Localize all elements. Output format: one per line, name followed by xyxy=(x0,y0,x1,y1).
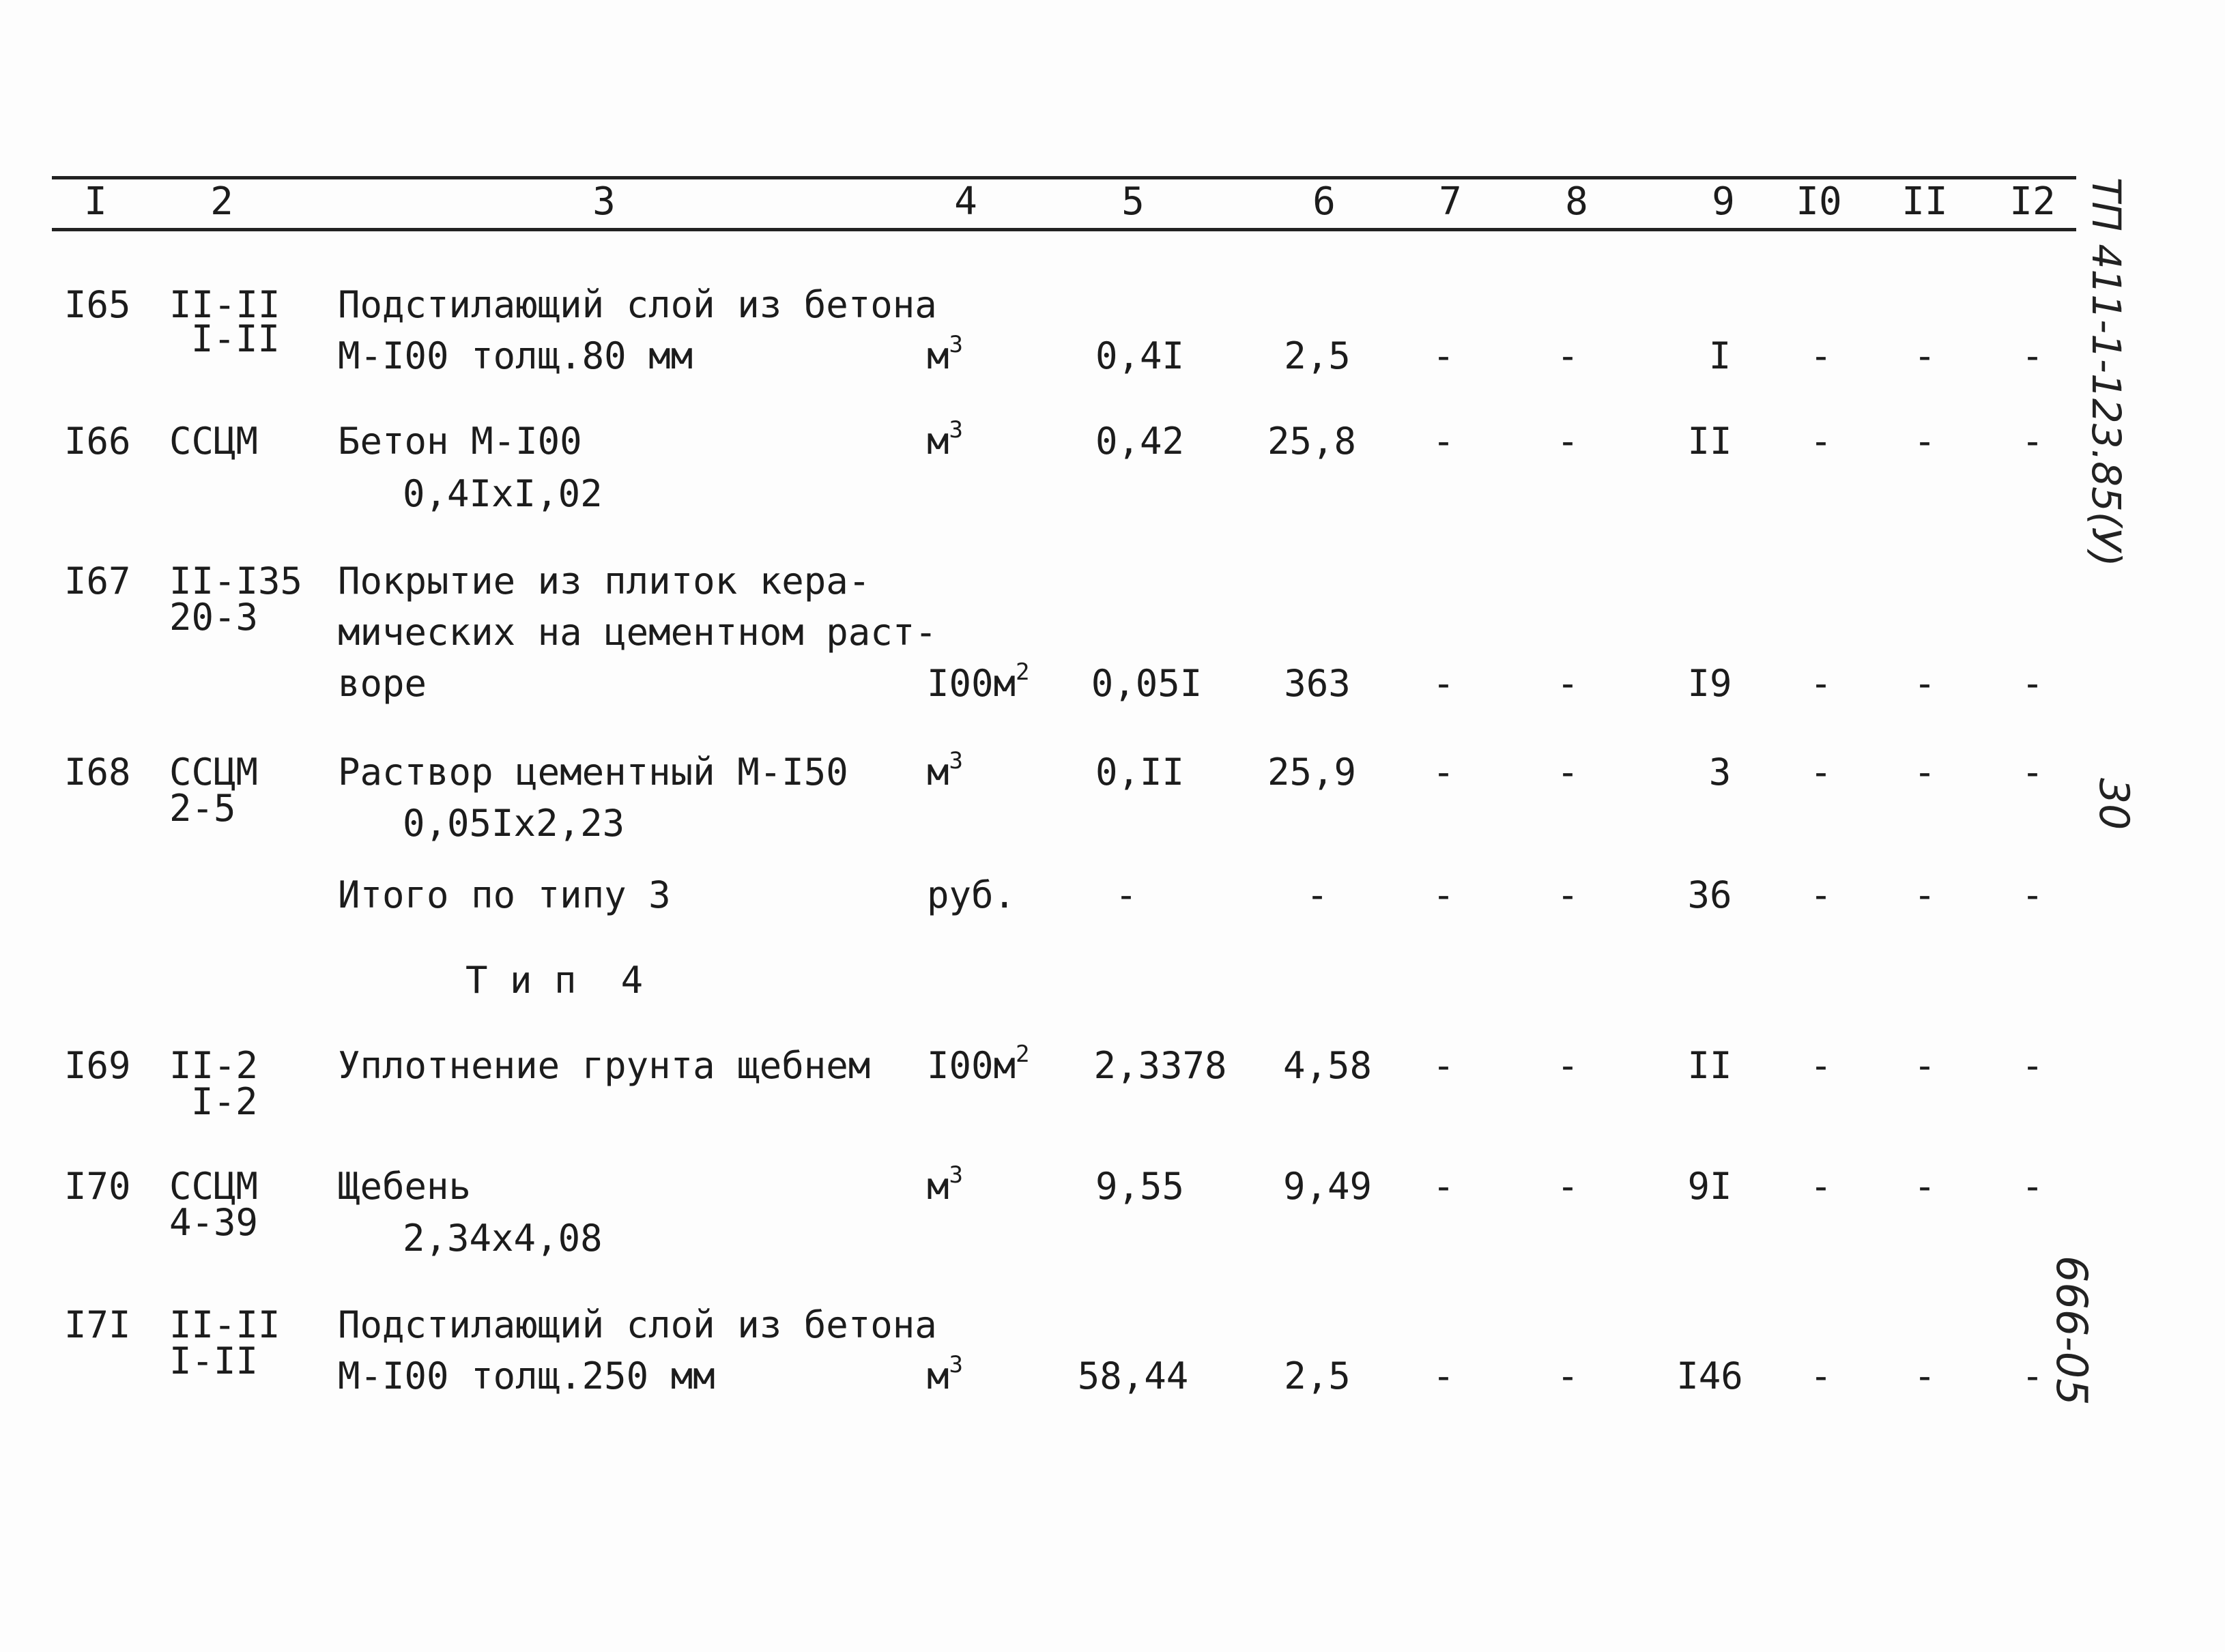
row-col-8: - xyxy=(1556,751,1579,794)
row-col-9: I xyxy=(1708,334,1732,377)
row-code-line-1: II-I35 xyxy=(169,560,303,603)
row-description-line-2: М-I00 толщ.250 мм xyxy=(338,1354,715,1397)
row-description-line-2: мических на цементном раст- xyxy=(338,611,937,654)
row-col-5: 0,4I xyxy=(1095,334,1185,377)
header-col-7: 7 xyxy=(1439,179,1462,224)
header-col-9: 9 xyxy=(1712,179,1735,224)
row-col-8: - xyxy=(1556,662,1579,705)
row-unit: $м^3$ xyxy=(927,1161,963,1208)
header-col-8: 8 xyxy=(1565,179,1588,224)
row-code-line-2: 2-5 xyxy=(169,787,236,830)
row-description-line-1: Раствор цементный М-I50 xyxy=(338,751,848,794)
row-number: I65 xyxy=(64,283,131,326)
row-description-line-2: 0,4IxI,02 xyxy=(403,472,603,515)
total-col-5: - xyxy=(1115,873,1138,916)
row-code-line-1: II-2 xyxy=(169,1044,259,1087)
row-col-9: I46 xyxy=(1676,1354,1743,1397)
total-col-10: - xyxy=(1809,873,1833,916)
row-col-12: - xyxy=(2021,334,2044,377)
row-description-line-1: Подстилающий слой из бетона xyxy=(338,283,937,326)
row-col-9: 3 xyxy=(1708,751,1732,794)
row-col-6: 363 xyxy=(1284,662,1351,705)
row-col-11: - xyxy=(1913,1165,1936,1208)
row-unit: $м^3$ xyxy=(927,747,963,794)
row-col-10: - xyxy=(1809,1044,1833,1087)
total-col-6: - xyxy=(1306,873,1329,916)
row-code-line-1: ССЦМ xyxy=(169,1165,259,1208)
total-col-9: 36 xyxy=(1687,873,1732,916)
row-col-9: II xyxy=(1687,420,1732,463)
section-heading-type-4: Т и п 4 xyxy=(465,959,644,1002)
row-col-12: - xyxy=(2021,751,2044,794)
header-col-2: 2 xyxy=(210,179,233,224)
row-col-8: - xyxy=(1556,420,1579,463)
header-col-3: 3 xyxy=(592,179,616,224)
header-col-12: I2 xyxy=(2009,179,2056,224)
row-col-10: - xyxy=(1809,662,1833,705)
row-code-line-1: II-II xyxy=(169,283,281,326)
row-col-5: 0,42 xyxy=(1095,420,1185,463)
header-col-10: I0 xyxy=(1796,179,1842,224)
row-col-7: - xyxy=(1432,334,1455,377)
total-col-8: - xyxy=(1556,873,1579,916)
row-col-8: - xyxy=(1556,1044,1579,1087)
row-col-11: - xyxy=(1913,420,1936,463)
header-col-5: 5 xyxy=(1121,179,1145,224)
total-col-12: - xyxy=(2021,873,2044,916)
row-col-8: - xyxy=(1556,1165,1579,1208)
row-col-9: 9I xyxy=(1687,1165,1732,1208)
row-unit: $I00м^2$ xyxy=(927,1041,1030,1087)
row-number: I67 xyxy=(64,560,131,603)
row-col-6: 25,9 xyxy=(1267,751,1357,794)
row-col-10: - xyxy=(1809,751,1833,794)
row-col-12: - xyxy=(2021,1044,2044,1087)
document-code-margin: ТП 411-1-123.85(У) xyxy=(2083,177,2129,567)
total-col-7: - xyxy=(1432,873,1455,916)
total-unit: руб. xyxy=(927,873,1016,916)
row-col-10: - xyxy=(1809,1165,1833,1208)
row-description-line-1: Бетон М-I00 xyxy=(338,420,582,463)
row-col-12: - xyxy=(2021,662,2044,705)
total-label: Итого по типу 3 xyxy=(338,873,671,916)
row-col-11: - xyxy=(1913,1354,1936,1397)
row-unit: $м^3$ xyxy=(927,1351,963,1397)
row-unit: $м^3$ xyxy=(927,416,963,463)
row-col-6: 25,8 xyxy=(1267,420,1357,463)
row-code-line-1: II-II xyxy=(169,1303,281,1346)
row-description-line-1: Щебень xyxy=(338,1165,472,1208)
row-col-10: - xyxy=(1809,420,1833,463)
row-code-line-2: 20-3 xyxy=(169,596,259,639)
row-unit: $I00м^2$ xyxy=(927,658,1030,705)
row-col-5: 9,55 xyxy=(1095,1165,1185,1208)
header-col-6: 6 xyxy=(1312,179,1336,224)
row-description-line-1: Уплотнение грунта щебнем xyxy=(338,1044,871,1087)
row-description-line-2: 0,05Ix2,23 xyxy=(403,802,625,845)
header-col-11: II xyxy=(1901,179,1948,224)
row-number: I7I xyxy=(64,1303,131,1346)
row-col-6: 9,49 xyxy=(1282,1165,1373,1208)
row-code-line-2: 4-39 xyxy=(169,1201,259,1244)
row-col-8: - xyxy=(1556,334,1579,377)
row-code-line-1: ССЦМ xyxy=(169,751,259,794)
row-col-5: 0,05I xyxy=(1091,662,1203,705)
row-description-line-2: 2,34x4,08 xyxy=(403,1217,603,1260)
row-code-line-2: I-II xyxy=(169,1339,259,1382)
row-number: I69 xyxy=(64,1044,131,1087)
row-col-7: - xyxy=(1432,1165,1455,1208)
row-col-9: I9 xyxy=(1687,662,1732,705)
row-number: I68 xyxy=(64,751,131,794)
row-col-11: - xyxy=(1913,751,1936,794)
row-unit: $м^3$ xyxy=(927,331,963,377)
row-col-6: 4,58 xyxy=(1282,1044,1373,1087)
row-col-7: - xyxy=(1432,420,1455,463)
row-col-10: - xyxy=(1809,1354,1833,1397)
row-col-10: - xyxy=(1809,334,1833,377)
row-col-12: - xyxy=(2021,1165,2044,1208)
row-col-7: - xyxy=(1432,751,1455,794)
row-code-line-2: I-II xyxy=(191,317,281,360)
row-col-11: - xyxy=(1913,1044,1936,1087)
row-description-line-2: М-I00 толщ.80 мм xyxy=(338,334,693,377)
row-col-11: - xyxy=(1913,662,1936,705)
page-number-margin: 30 xyxy=(2090,778,2138,830)
table-header-rule xyxy=(52,228,2076,231)
row-code-line-2: I-2 xyxy=(191,1080,258,1123)
row-col-5: 0,II xyxy=(1095,751,1185,794)
row-number: I70 xyxy=(64,1165,131,1208)
row-col-5: 58,44 xyxy=(1077,1354,1189,1397)
row-col-12: - xyxy=(2021,1354,2044,1397)
row-description-line-3: воре xyxy=(338,662,427,705)
row-description-line-1: Покрытие из плиток кера- xyxy=(338,560,871,603)
row-number: I66 xyxy=(64,420,131,463)
row-col-7: - xyxy=(1432,1354,1455,1397)
row-col-6: 2,5 xyxy=(1284,1354,1351,1397)
header-col-1: I xyxy=(84,179,107,224)
album-number-margin: 666-05 xyxy=(2047,1256,2097,1406)
table-top-rule xyxy=(52,176,2076,179)
row-col-7: - xyxy=(1432,1044,1455,1087)
row-col-6: 2,5 xyxy=(1284,334,1351,377)
row-col-7: - xyxy=(1432,662,1455,705)
total-col-11: - xyxy=(1913,873,1936,916)
row-description-line-1: Подстилающий слой из бетона xyxy=(338,1303,937,1346)
row-col-12: - xyxy=(2021,420,2044,463)
row-code-line-1: ССЦМ xyxy=(169,420,259,463)
row-col-8: - xyxy=(1556,1354,1579,1397)
row-col-9: II xyxy=(1687,1044,1732,1087)
header-col-4: 4 xyxy=(954,179,977,224)
row-col-5: 2,3378 xyxy=(1093,1044,1227,1087)
row-col-11: - xyxy=(1913,334,1936,377)
